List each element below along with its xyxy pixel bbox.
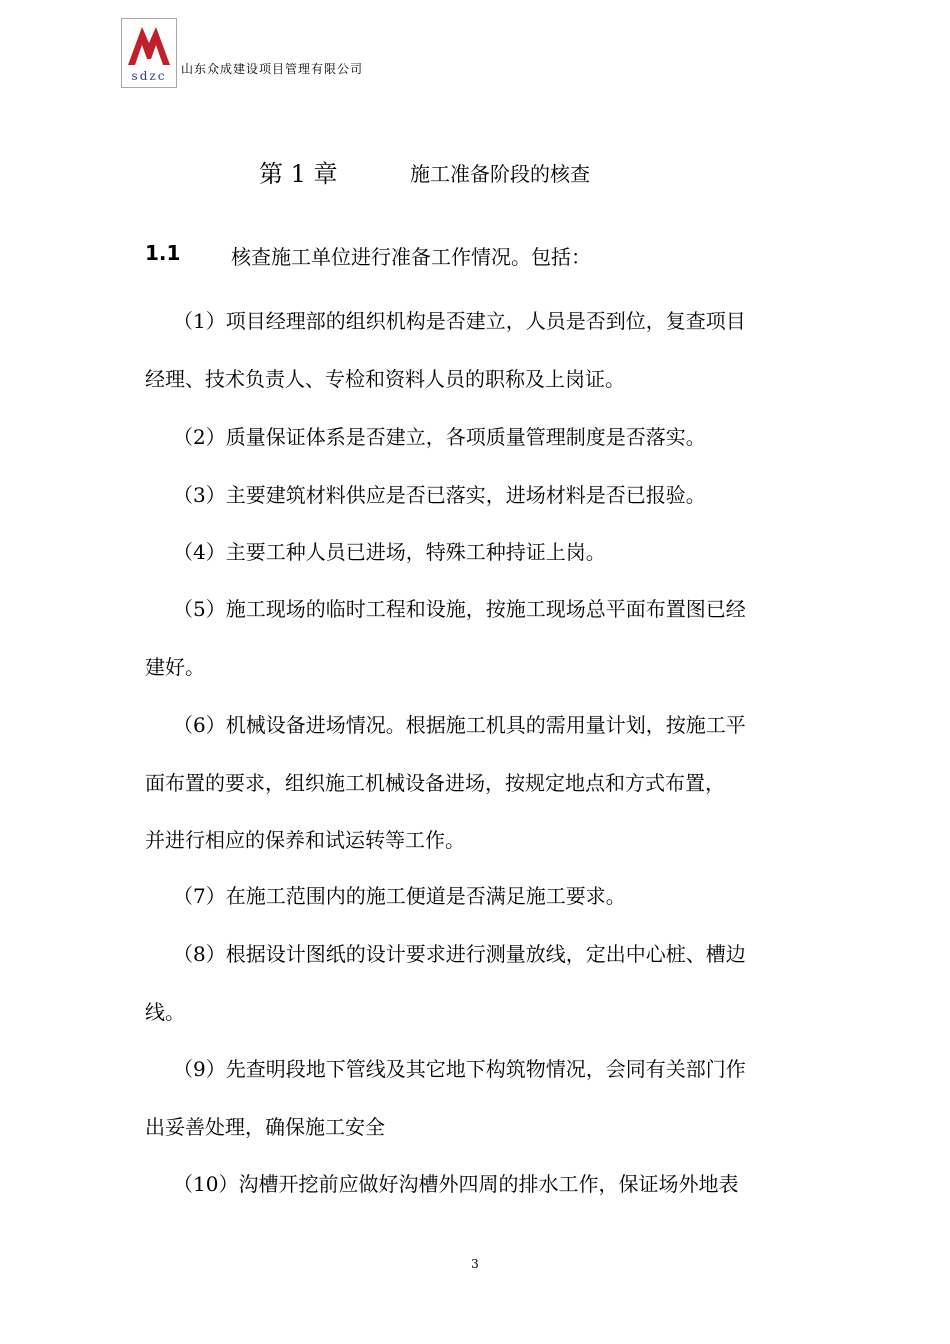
body-line: 建好。	[145, 655, 205, 679]
body-line: （4）主要工种人员已进场，特殊工种持证上岗。	[173, 540, 606, 564]
chapter-number: 第 1 章	[259, 160, 338, 188]
body-line: （2）质量保证体系是否建立，各项质量管理制度是否落实。	[173, 425, 706, 449]
body-line: 面布置的要求，组织施工机械设备进场，按规定地点和方式布置，	[145, 771, 725, 795]
body-line: （7）在施工范围内的施工便道是否满足施工要求。	[173, 884, 626, 908]
body-line: 经理、技术负责人、专检和资料人员的职称及上岗证。	[145, 367, 625, 391]
body-line: （5）施工现场的临时工程和设施，按施工现场总平面布置图已经	[173, 597, 746, 621]
company-logo	[121, 18, 177, 88]
section-number: 1.1	[145, 241, 181, 265]
body-line: （3）主要建筑材料供应是否已落实，进场材料是否已报验。	[173, 483, 706, 507]
logo-text: sdzc	[131, 69, 167, 83]
company-name: 山东众成建设项目管理有限公司	[181, 62, 364, 76]
chapter-title: 施工准备阶段的核查	[410, 162, 590, 186]
page-number: 3	[471, 1257, 479, 1271]
body-line: 线。	[145, 1000, 185, 1024]
body-line: （9）先查明段地下管线及其它地下构筑物情况，会同有关部门作	[173, 1057, 746, 1081]
body-line: （6）机械设备进场情况。根据施工机具的需用量计划，按施工平	[173, 713, 746, 737]
body-line: 并进行相应的保养和试运转等工作。	[145, 828, 465, 852]
body-line: （8）根据设计图纸的设计要求进行测量放线，定出中心桩、槽边	[173, 942, 746, 966]
section-title: 核查施工单位进行准备工作情况。包括：	[231, 245, 591, 269]
chapter-heading	[0, 154, 950, 188]
body-line: （1）项目经理部的组织机构是否建立，人员是否到位，复查项目	[173, 309, 746, 333]
body-line: （10）沟槽开挖前应做好沟槽外四周的排水工作，保证场外地表	[173, 1172, 739, 1196]
body-line: 出妥善处理，确保施工安全	[145, 1115, 385, 1139]
